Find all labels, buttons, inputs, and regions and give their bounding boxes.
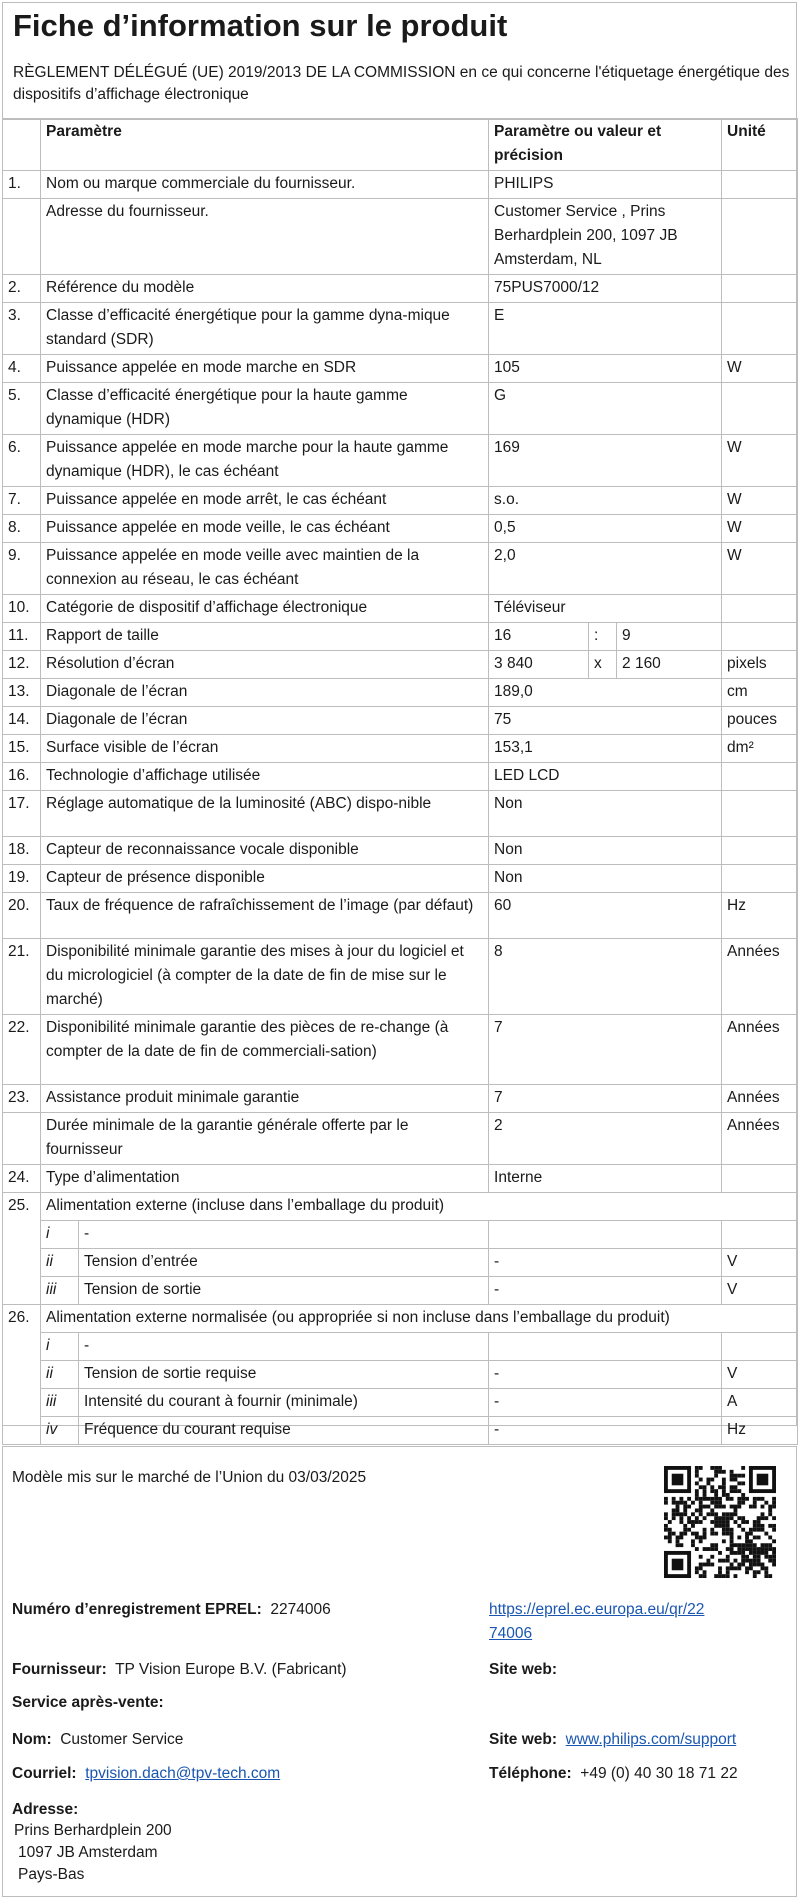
sub-row-index: iv	[41, 1417, 79, 1445]
table-row-r23	[3, 1085, 798, 1113]
row-number: 20.	[3, 893, 41, 939]
row-label: Puissance appelée en mode marche pour la haute gamme dynamique (HDR), le cas échéant	[41, 435, 489, 487]
row-label: Capteur de présence disponible	[41, 865, 489, 893]
sub-row-index: i	[41, 1221, 79, 1249]
eprel-link[interactable]: https://eprel.ec.europa.eu/qr/22 74006	[489, 1601, 705, 1642]
row-number: 9.	[3, 543, 41, 595]
row-unit: W	[722, 543, 798, 595]
row-value: Non	[489, 837, 722, 865]
website-label: Site web:	[489, 1661, 558, 1678]
table-row-r23b	[3, 1113, 798, 1165]
sub-row-index: ii	[41, 1361, 79, 1389]
row-unit	[722, 623, 798, 651]
table-row-r26	[3, 1305, 798, 1333]
row-unit: Années	[722, 1085, 798, 1113]
row-unit: W	[722, 487, 798, 515]
support-website-link[interactable]: www.philips.com/support	[565, 1731, 737, 1748]
sub-row	[3, 1361, 798, 1389]
table-row-r7	[3, 487, 798, 515]
page-title: Fiche d’information sur le produit	[13, 8, 508, 43]
table-row-r8	[3, 515, 798, 543]
row-unit: pixels	[722, 651, 798, 679]
row-label: Résolution d’écran	[41, 651, 489, 679]
row-value: 75PUS7000/12	[489, 275, 722, 303]
row-value: LED LCD	[489, 763, 722, 791]
header-parameter: Paramètre	[41, 119, 489, 171]
row-unit	[722, 595, 798, 623]
table-row-r12	[3, 651, 798, 679]
market-date: Modèle mis sur le marché de l’Union du 03/03/2025	[12, 1469, 367, 1486]
row-value: PHILIPS	[489, 171, 722, 199]
row-number	[3, 1113, 41, 1165]
row-unit	[722, 1165, 798, 1193]
table-row-r3	[3, 303, 798, 355]
sub-row	[3, 1333, 798, 1361]
row-label: Alimentation externe normalisée (ou appropriée si non incluse dans l’emballage du produit)	[41, 1305, 798, 1333]
table-row-r25	[3, 1193, 798, 1221]
row-number: 23.	[3, 1085, 41, 1113]
ratio-separator: x	[589, 651, 617, 679]
row-number: 21.	[3, 939, 41, 1015]
row-number: 24.	[3, 1165, 41, 1193]
contact-email: Courriel: tpvision.dach@tpv-tech.com	[12, 1765, 281, 1782]
table-row-r22	[3, 1015, 798, 1085]
eprel-number: Numéro d’enregistrement EPREL: 2274006	[12, 1601, 331, 1618]
contact-phone: Téléphone: +49 (0) 40 30 18 71 22	[489, 1765, 738, 1782]
table-row-r1	[3, 171, 798, 199]
sub-row-unit	[722, 1333, 798, 1361]
table-row-r4	[3, 355, 798, 383]
qr-code-icon	[664, 1466, 776, 1578]
sub-row-index: ii	[41, 1249, 79, 1277]
table-row-r5	[3, 383, 798, 435]
row-value: 105	[489, 355, 722, 383]
row-unit	[722, 383, 798, 435]
row-unit: W	[722, 355, 798, 383]
sub-row-label: -	[79, 1221, 489, 1249]
row-unit	[722, 763, 798, 791]
table-row-r11	[3, 623, 798, 651]
row-value: G	[489, 383, 722, 435]
row-number: 14.	[3, 707, 41, 735]
row-label: Puissance appelée en mode veille, le cas échéant	[41, 515, 489, 543]
row-value: 8	[489, 939, 722, 1015]
row-unit: W	[722, 435, 798, 487]
sub-row-unit: A	[722, 1389, 798, 1417]
row-label: Rapport de taille	[41, 623, 489, 651]
row-value: 7	[489, 1085, 722, 1113]
row-value: s.o.	[489, 487, 722, 515]
row-value: 7	[489, 1015, 722, 1085]
row-label: Durée minimale de la garantie générale offerte par le fournisseur	[41, 1113, 489, 1165]
row-number: 7.	[3, 487, 41, 515]
row-value: 75	[489, 707, 722, 735]
contact-name: Nom: Customer Service	[12, 1731, 184, 1748]
row-label: Puissance appelée en mode veille avec maintien de la connexion au réseau, le cas échéant	[41, 543, 489, 595]
spec-table	[2, 118, 798, 1445]
row-label: Classe d’efficacité énergétique pour la haute gamme dynamique (HDR)	[41, 383, 489, 435]
sub-row-index: i	[41, 1333, 79, 1361]
row-label: Type d’alimentation	[41, 1165, 489, 1193]
row-label: Disponibilité minimale garantie des mises à jour du logiciel et du micrologiciel (à compter de la date de fin de mise sur le marché)	[41, 939, 489, 1015]
sub-row	[3, 1249, 798, 1277]
row-label: Adresse du fournisseur.	[41, 199, 489, 275]
row-label: Référence du modèle	[41, 275, 489, 303]
row-number: 5.	[3, 383, 41, 435]
table-row-r13	[3, 679, 798, 707]
row-number: 1.	[3, 171, 41, 199]
table-row-r17	[3, 791, 798, 837]
table-row-r21	[3, 939, 798, 1015]
row-unit	[722, 275, 798, 303]
row-unit: cm	[722, 679, 798, 707]
table-row-r1b	[3, 199, 798, 275]
row-number: 16.	[3, 763, 41, 791]
row-unit	[722, 791, 798, 837]
row-unit	[722, 171, 798, 199]
sub-row-unit	[722, 1221, 798, 1249]
row-value: 0,5	[489, 515, 722, 543]
ratio-value-1: 16	[489, 623, 589, 651]
row-label: Alimentation externe (incluse dans l’emballage du produit)	[41, 1193, 798, 1221]
table-row-r10	[3, 595, 798, 623]
row-value: Téléviseur	[489, 595, 722, 623]
sub-row-unit: V	[722, 1277, 798, 1305]
table-row-r24	[3, 1165, 798, 1193]
sub-row-label: Fréquence du courant requise	[79, 1417, 489, 1445]
row-label: Puissance appelée en mode arrêt, le cas échéant	[41, 487, 489, 515]
row-number: 18.	[3, 837, 41, 865]
sub-row-label: Tension d’entrée	[79, 1249, 489, 1277]
supplier: Fournisseur: TP Vision Europe B.V. (Fabricant)	[12, 1661, 347, 1678]
sub-row-index: iii	[41, 1389, 79, 1417]
table-row-r6	[3, 435, 798, 487]
row-number: 22.	[3, 1015, 41, 1085]
row-unit: Années	[722, 1113, 798, 1165]
row-number	[3, 199, 41, 275]
row-value: 2,0	[489, 543, 722, 595]
table-row-r9	[3, 543, 798, 595]
row-label: Assistance produit minimale garantie	[41, 1085, 489, 1113]
row-number: 17.	[3, 791, 41, 837]
row-value: 60	[489, 893, 722, 939]
row-label: Capteur de reconnaissance vocale disponible	[41, 837, 489, 865]
row-value: E	[489, 303, 722, 355]
table-row-r15	[3, 735, 798, 763]
sub-row	[3, 1277, 798, 1305]
row-value: 153,1	[489, 735, 722, 763]
row-unit	[722, 865, 798, 893]
email-link[interactable]: tpvision.dach@tpv-tech.com	[85, 1765, 281, 1782]
row-unit: W	[722, 515, 798, 543]
row-number: 6.	[3, 435, 41, 487]
row-number: 25.	[3, 1193, 41, 1305]
address-block: Prins Berhardplein 200 1097 JB Amsterdam Pays-Bas	[14, 1822, 172, 1883]
row-number: 2.	[3, 275, 41, 303]
row-number: 10.	[3, 595, 41, 623]
sub-row-value: -	[489, 1417, 722, 1445]
table-row-r18	[3, 837, 798, 865]
sub-row-value	[489, 1333, 722, 1361]
row-value: Interne	[489, 1165, 722, 1193]
sub-row-label: -	[79, 1333, 489, 1361]
row-label: Diagonale de l’écran	[41, 707, 489, 735]
sub-row-unit: Hz	[722, 1417, 798, 1445]
row-label: Nom ou marque commerciale du fournisseur.	[41, 171, 489, 199]
sub-row-value: -	[489, 1361, 722, 1389]
header-unit: Unité	[722, 119, 798, 171]
table-row-r16	[3, 763, 798, 791]
sub-row-index: iii	[41, 1277, 79, 1305]
ratio-value-1: 3 840	[489, 651, 589, 679]
header-value: Paramètre ou valeur et précision	[489, 119, 722, 171]
row-number: 3.	[3, 303, 41, 355]
table-header-row	[3, 119, 798, 171]
sub-row-value: -	[489, 1249, 722, 1277]
ratio-value-2: 2 160	[617, 651, 722, 679]
row-unit: dm²	[722, 735, 798, 763]
sheet-header	[2, 2, 797, 120]
row-value: Non	[489, 865, 722, 893]
row-number: 4.	[3, 355, 41, 383]
row-value: 169	[489, 435, 722, 487]
sub-row	[3, 1221, 798, 1249]
ratio-separator: :	[589, 623, 617, 651]
table-row-r2	[3, 275, 798, 303]
row-value: Customer Service , Prins Berhardplein 200, 1097 JB Amsterdam, NL	[489, 199, 722, 275]
after-sales-label: Service après-vente:	[12, 1694, 164, 1711]
row-number: 13.	[3, 679, 41, 707]
sub-row-label: Tension de sortie	[79, 1277, 489, 1305]
row-label: Taux de fréquence de rafraîchissement de l’image (par défaut)	[41, 893, 489, 939]
row-number: 26.	[3, 1305, 41, 1445]
row-number: 15.	[3, 735, 41, 763]
row-label: Catégorie de dispositif d’affichage électronique	[41, 595, 489, 623]
row-unit	[722, 199, 798, 275]
sub-row-label: Intensité du courant à fournir (minimale)	[79, 1389, 489, 1417]
row-number: 11.	[3, 623, 41, 651]
row-number: 12.	[3, 651, 41, 679]
row-label: Disponibilité minimale garantie des pièces de re-change (à compter de la date de fin de commerciali-sation)	[41, 1015, 489, 1085]
support-website: Site web: www.philips.com/support	[489, 1731, 737, 1748]
row-unit: Années	[722, 1015, 798, 1085]
table-row-r14	[3, 707, 798, 735]
table-row-r19	[3, 865, 798, 893]
row-unit	[722, 837, 798, 865]
row-unit: Années	[722, 939, 798, 1015]
row-label: Diagonale de l’écran	[41, 679, 489, 707]
sub-row-unit: V	[722, 1361, 798, 1389]
row-unit	[722, 303, 798, 355]
row-label: Surface visible de l’écran	[41, 735, 489, 763]
row-label: Classe d’efficacité énergétique pour la gamme dyna-mique standard (SDR)	[41, 303, 489, 355]
sub-row	[3, 1417, 798, 1445]
row-label: Technologie d’affichage utilisée	[41, 763, 489, 791]
row-value: 2	[489, 1113, 722, 1165]
ratio-value-2: 9	[617, 623, 722, 651]
table-row-r20	[3, 893, 798, 939]
row-label: Réglage automatique de la luminosité (ABC) dispo-nible	[41, 791, 489, 837]
regulation-subtitle: RÈGLEMENT DÉLÉGUÉ (UE) 2019/2013 DE LA COMMISSION en ce qui concerne l'étiquetage énergétique des dispositifs d’affichage électronique	[13, 64, 790, 103]
address-label: Adresse:	[12, 1801, 79, 1818]
sub-row-value: -	[489, 1277, 722, 1305]
row-number: 8.	[3, 515, 41, 543]
row-number: 19.	[3, 865, 41, 893]
row-unit: Hz	[722, 893, 798, 939]
row-unit: pouces	[722, 707, 798, 735]
sub-row	[3, 1389, 798, 1417]
sub-row-label: Tension de sortie requise	[79, 1361, 489, 1389]
row-value: Non	[489, 791, 722, 837]
row-value: 189,0	[489, 679, 722, 707]
sub-row-unit: V	[722, 1249, 798, 1277]
sub-row-value: -	[489, 1389, 722, 1417]
row-label: Puissance appelée en mode marche en SDR	[41, 355, 489, 383]
sub-row-value	[489, 1221, 722, 1249]
